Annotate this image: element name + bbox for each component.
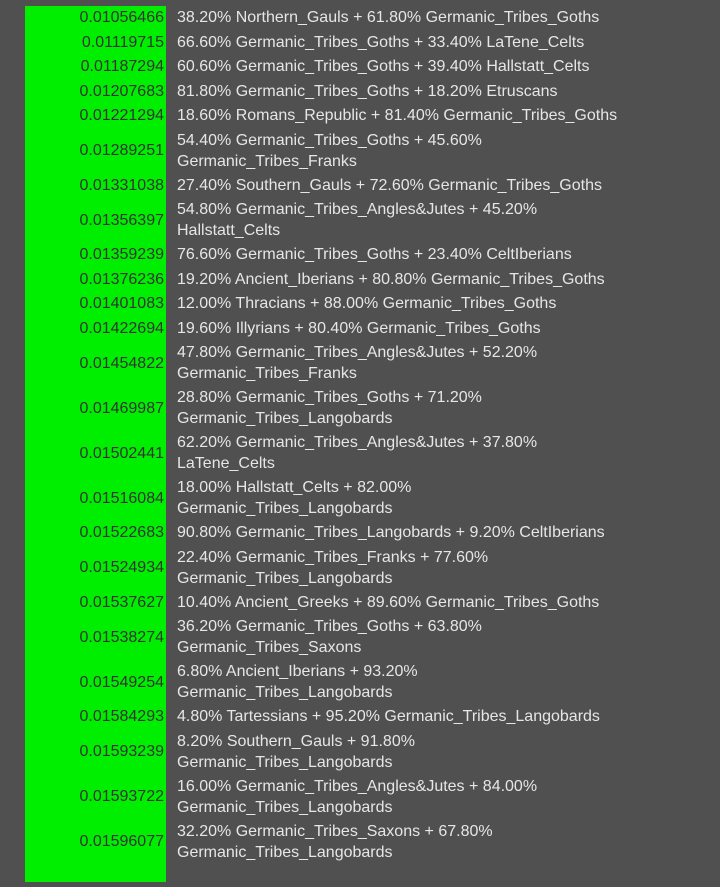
result-row <box>25 174 715 199</box>
distance-value: 0.01401083 <box>25 292 166 317</box>
admixture-description: 62.20% Germanic_Tribes_Angles&Jutes + 37.80% LaTene_Celts <box>177 434 538 472</box>
result-row <box>25 341 715 386</box>
result-row <box>25 775 715 820</box>
admixture-description: 76.60% Germanic_Tribes_Goths + 23.40% CeltIberians <box>177 246 572 263</box>
result-row <box>25 243 715 268</box>
distance-value: 0.01593722 <box>25 775 166 820</box>
distance-value: 0.01056466 <box>25 6 166 31</box>
admixture-description: 8.20% Southern_Gauls + 91.80% Germanic_Tribes_Langobards <box>177 732 415 771</box>
admixture-description: 4.80% Tartessians + 95.20% Germanic_Tribes_Langobards <box>177 708 600 725</box>
distance-value: 0.01522683 <box>25 521 166 546</box>
result-row <box>25 705 715 730</box>
result-row <box>25 268 715 293</box>
distance-value: 0.01289251 <box>25 129 166 174</box>
admixture-description: 36.20% Germanic_Tribes_Goths + 63.80% Germanic_Tribes_Saxons <box>177 618 482 656</box>
admixture-description: 38.20% Northern_Gauls + 61.80% Germanic_Tribes_Goths <box>177 9 600 26</box>
results-footer <box>25 865 715 882</box>
result-row <box>25 104 715 129</box>
admixture-description: 90.80% Germanic_Tribes_Langobards + 9.20% CeltIberians <box>177 524 605 541</box>
distance-value: 0.01331038 <box>25 174 166 199</box>
admixture-description: 66.60% Germanic_Tribes_Goths + 33.40% LaTene_Celts <box>177 33 585 51</box>
admixture-description: 19.20% Ancient_Iberians + 80.80% Germanic_Tribes_Goths <box>177 270 605 288</box>
distance-value: 0.01356397 <box>25 198 166 243</box>
results-rows <box>25 6 715 865</box>
distance-value: 0.01359239 <box>25 243 166 268</box>
distance-value: 0.01524934 <box>25 546 166 591</box>
admixture-description: 6.80% Ancient_Iberians + 93.20% Germanic_Tribes_Langobards <box>177 663 418 701</box>
admixture-description: 27.40% Southern_Gauls + 72.60% Germanic_Tribes_Goths <box>177 176 602 194</box>
distance-value: 0.01549254 <box>25 660 166 705</box>
admixture-description: 54.40% Germanic_Tribes_Goths + 45.60% Germanic_Tribes_Franks <box>177 131 482 170</box>
admixture-description: 54.80% Germanic_Tribes_Angles&Jutes + 45.20% Hallstatt_Celts <box>177 201 538 239</box>
admixture-description: 18.60% Romans_Republic + 81.40% Germanic_Tribes_Goths <box>177 107 618 124</box>
result-row <box>25 730 715 775</box>
result-row <box>25 6 715 31</box>
admixture-description: 12.00% Thracians + 88.00% Germanic_Tribes_Goths <box>177 295 557 312</box>
distance-value: 0.01584293 <box>25 705 166 730</box>
distance-value: 0.01119715 <box>25 31 166 56</box>
distance-value: 0.01422694 <box>25 317 166 342</box>
admixture-description: 10.40% Ancient_Greeks + 89.60% Germanic_Tribes_Goths <box>177 593 600 611</box>
result-row <box>25 198 715 243</box>
distance-value: 0.01454822 <box>25 341 166 386</box>
admixture-description: 28.80% Germanic_Tribes_Goths + 71.20% Germanic_Tribes_Langobards <box>177 389 482 427</box>
distance-value: 0.01187294 <box>25 55 166 80</box>
distance-value: 0.01207683 <box>25 80 166 105</box>
distance-column-footer <box>25 865 166 882</box>
admixture-description: 18.00% Hallstatt_Celts + 82.00% Germanic_Tribes_Langobards <box>177 479 412 517</box>
admixture-description: 81.80% Germanic_Tribes_Goths + 18.20% Etruscans <box>177 82 558 100</box>
admixture-description: 16.00% Germanic_Tribes_Angles&Jutes + 84.00% Germanic_Tribes_Langobards <box>177 777 538 816</box>
admixture-description: 22.40% Germanic_Tribes_Franks + 77.60% Germanic_Tribes_Langobards <box>177 548 489 587</box>
result-row <box>25 292 715 317</box>
distance-value: 0.01376236 <box>25 268 166 293</box>
result-row <box>25 591 715 616</box>
result-row <box>25 386 715 431</box>
result-row <box>25 55 715 80</box>
distance-value: 0.01537627 <box>25 591 166 616</box>
distance-value: 0.01538274 <box>25 615 166 660</box>
result-row <box>25 546 715 591</box>
result-row <box>25 31 715 56</box>
results-list <box>25 6 715 882</box>
distance-value: 0.01596077 <box>25 820 166 865</box>
result-row <box>25 431 715 476</box>
result-row <box>25 80 715 105</box>
result-row <box>25 476 715 521</box>
result-row <box>25 317 715 342</box>
admixture-description: 60.60% Germanic_Tribes_Goths + 39.40% Hallstatt_Celts <box>177 58 590 75</box>
distance-value: 0.01469987 <box>25 386 166 431</box>
distance-value: 0.01221294 <box>25 104 166 129</box>
result-row <box>25 660 715 705</box>
distance-value: 0.01516084 <box>25 476 166 521</box>
distance-value: 0.01502441 <box>25 431 166 476</box>
result-row <box>25 615 715 660</box>
distance-value: 0.01593239 <box>25 730 166 775</box>
result-row <box>25 820 715 865</box>
admixture-description: 32.20% Germanic_Tribes_Saxons + 67.80% Germanic_Tribes_Langobards <box>177 822 493 861</box>
admixture-description: 19.60% Illyrians + 80.40% Germanic_Tribes_Goths <box>177 319 541 337</box>
result-row <box>25 521 715 546</box>
result-row <box>25 129 715 174</box>
admixture-description: 47.80% Germanic_Tribes_Angles&Jutes + 52.20% Germanic_Tribes_Franks <box>177 344 538 382</box>
